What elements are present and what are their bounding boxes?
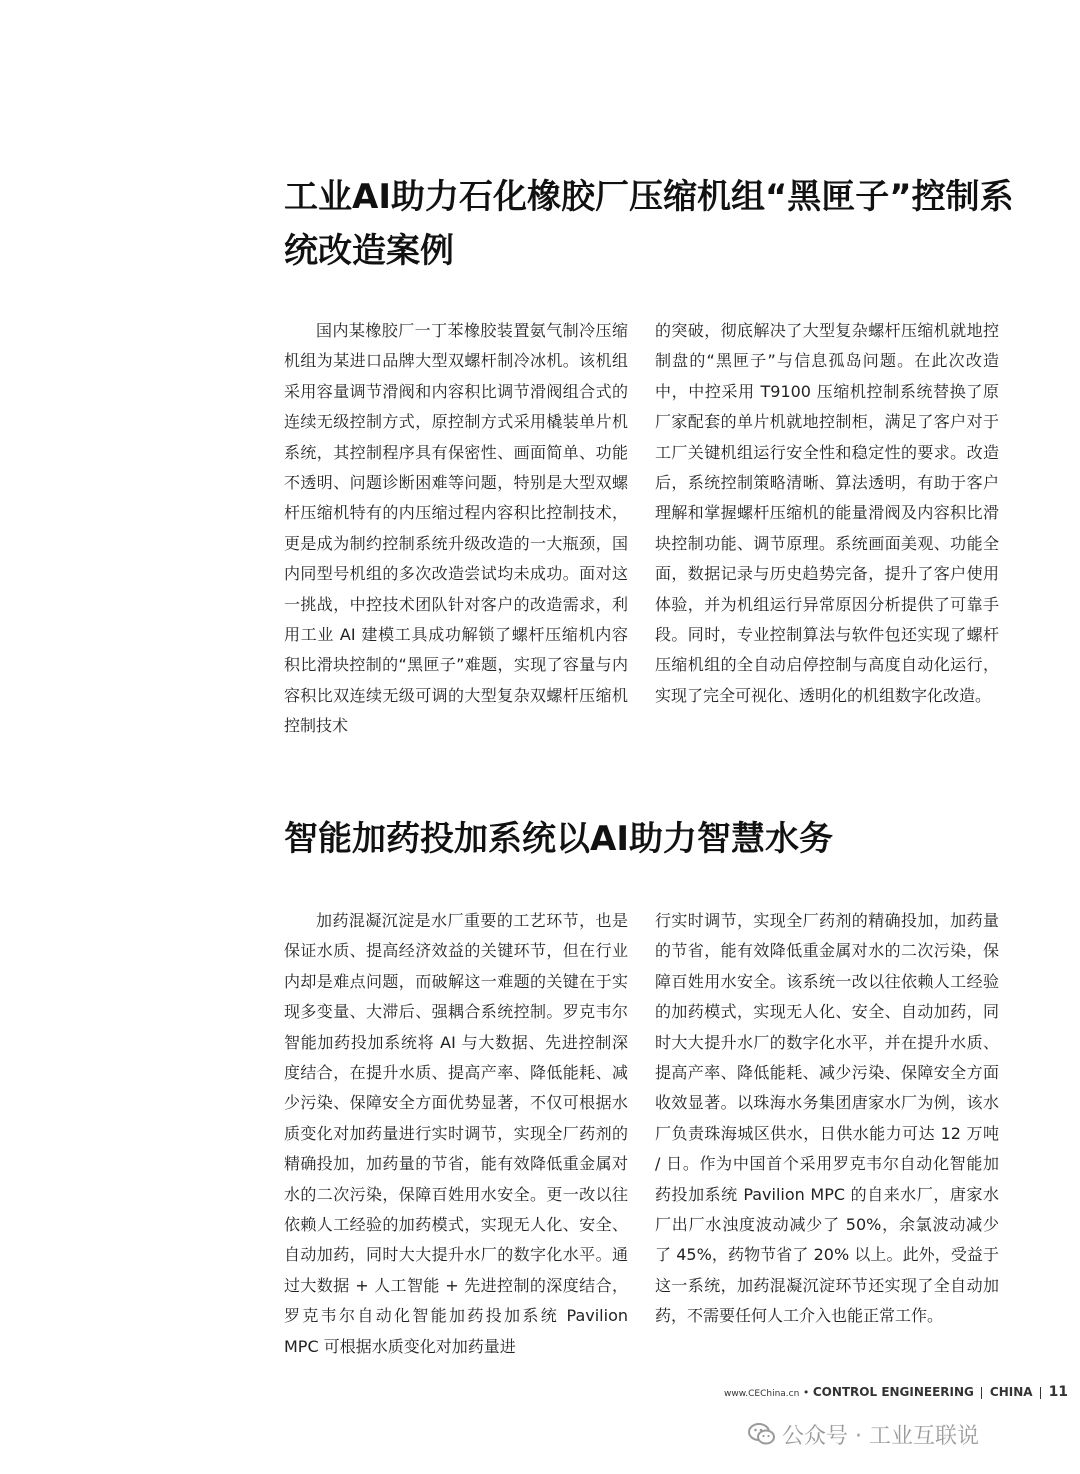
- page-footer: [724, 1384, 1069, 1404]
- watermark: [748, 1418, 979, 1450]
- section2-column-left: [284, 906, 628, 1362]
- wechat-icon: [748, 1422, 776, 1446]
- article-title-1: 工业AI助力石化橡胶厂压缩机组“黑匣子”控制系统改造案例: [284, 177, 1014, 271]
- footer-bullet: •: [802, 1386, 810, 1399]
- article-title-2: 智能加药投加系统以AI助力智慧水务: [284, 819, 833, 859]
- page-number: 11: [1048, 1384, 1069, 1400]
- section2-column-right: [655, 906, 999, 1332]
- section2-paragraph-right: 行实时调节，实现全厂药剂的精确投加，加药量的节省，能有效降低重金属对水的二次污染，保障百姓用水安全。该系统一改以往依赖人工经验的加药模式，实现无人化、安全、自动加药，同时大大提升水厂的数字化水平，并在提升水质、提高产率、降低能耗、减少污染、保障安全方面收效显著。以珠海水务集团唐家水厂为例，该水厂负责珠海城区供水，日供水能力可达 12 万吨 / 日。作为中国首个采用罗克韦尔自动化智能加药投加系统 Pavilion MPC 的自来水厂，唐家水厂出厂水浊度波动减少了 50%，余氯波动减少了 45%，药物节省了 20% 以上。此外，受益于这一系统，加药混凝沉淀环节还实现了全自动加药，不需要任何人工介入也能正常工作。: [655, 911, 999, 1326]
- section1-paragraph-right: 的突破，彻底解决了大型复杂螺杆压缩机就地控制盘的“黑匣子”与信息孤岛问题。在此次改造中，中控采用 T9100 压缩机控制系统替换了原厂家配套的单片机就地控制柜，满足了客户对于工厂关键机组运行安全性和稳定性的要求。改造后，系统控制策略清晰、算法透明，有助于客户理解和掌握螺杆压缩机的能量滑阀及内容积比滑块控制功能、调节原理。系统画面美观、功能全面，数据记录与历史趋势完备，提升了客户使用体验，并为机组运行异常原因分析提供了可靠手段。同时，专业控制算法与软件包还实现了螺杆压缩机组的全自动启停控制与高度自动化运行，实现了完全可视化、透明化的机组数字化改造。: [655, 321, 999, 705]
- footer-url: www.CEChina.cn: [724, 1389, 800, 1399]
- footer-brand: CONTROL ENGINEERING: [812, 1385, 974, 1399]
- section1-column-left: [284, 316, 628, 742]
- watermark-text: 公众号 · 工业互联说: [782, 1423, 979, 1449]
- section1-paragraph-left: 国内某橡胶厂一丁苯橡胶装置氨气制冷压缩机组为某进口品牌大型双螺杆制冷冰机。该机组采用容量调节滑阀和内容积比调节滑阀组合式的连续无级控制方式，原控制方式采用橇装单片机系统，其控制程序具有保密性、画面简单、功能不透明、问题诊断困难等问题，特别是大型双螺杆压缩机特有的内压缩过程内容积比控制技术，更是成为制约控制系统升级改造的一大瓶颈，国内同型号机组的多次改造尝试均未成功。面对这一挑战，中控技术团队针对客户的改造需求，利用工业 AI 建模工具成功解锁了螺杆压缩机内容积比滑块控制的“黑匣子”难题，实现了容量与内容积比双连续无级可调的大型复杂双螺杆压缩机控制技术: [284, 321, 628, 736]
- section2-paragraph-left: 加药混凝沉淀是水厂重要的工艺环节，也是保证水质、提高经济效益的关键环节，但在行业内却是难点问题，而破解这一难题的关键在于实现多变量、大滞后、强耦合系统控制。罗克韦尔智能加药投加系统将 AI 与大数据、先进控制深度结合，在提升水质、提高产率、降低能耗、减少污染、保障安全方面优势显著，不仅可根据水质变化对加药量进行实时调节，实现全厂药剂的精确投加，加药量的节省，能有效降低重金属对水的二次污染，保障百姓用水安全。更一改以往依赖人工经验的加药模式，实现无人化、安全、自动加药，同时大大提升水厂的数字化水平。通过大数据 + 人工智能 + 先进控制的深度结合，罗克韦尔自动化智能加药投加系统 Pavilion MPC 可根据水质变化对加药量进: [284, 911, 628, 1356]
- section1-column-right: [655, 316, 999, 711]
- footer-divider: [981, 1387, 982, 1399]
- footer-region: CHINA: [989, 1385, 1033, 1399]
- footer-divider-2: [1040, 1387, 1041, 1399]
